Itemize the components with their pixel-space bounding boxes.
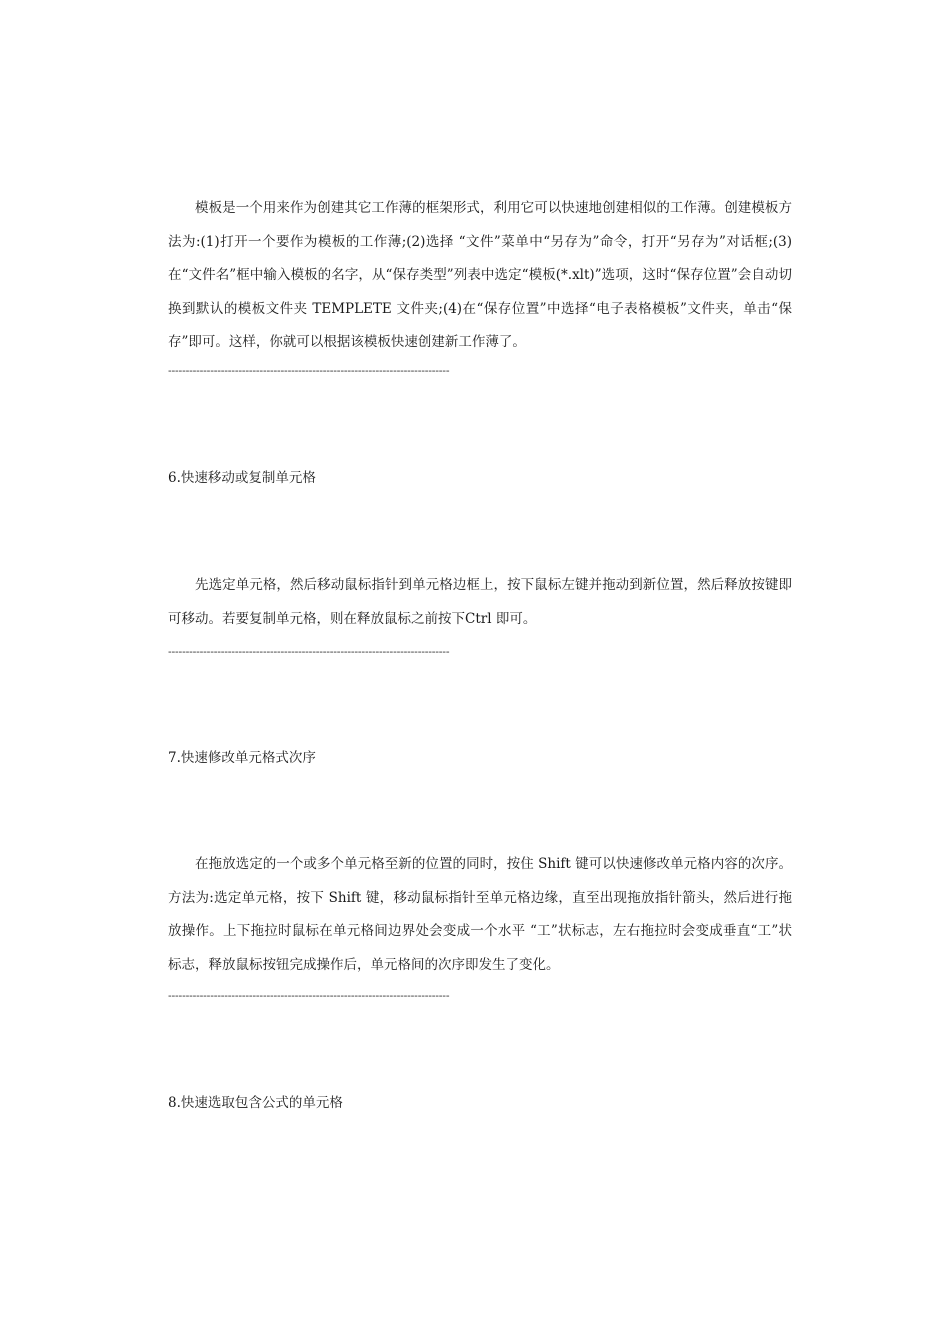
section-separator: -------------------------------------------------------------------------------- [168,645,450,658]
heading-modify-cell-order: 7.快速修改单元格式次序 [168,750,316,766]
heading-select-formula-cells: 8.快速选取包含公式的单元格 [168,1095,343,1111]
move-copy-paragraph: 先选定单元格，然后移动鼠标指针到单元格边框上，按下鼠标左键并拖动到新位置，然后释放按键即可移动。若要复制单元格，则在释放鼠标之前按下Ctrl 即可。 [168,577,792,627]
section-separator: -------------------------------------------------------------------------------- [168,364,450,377]
template-paragraph: 模板是一个用来作为创建其它工作薄的框架形式，利用它可以快速地创建相似的工作薄。创建模板方法为:(1)打开一个要作为模板的工作薄;(2)选择 “文件”菜单中“另存为”命令，打开“另存为”对话框;(3)在“文件名”框中输入模板的名字，从“保存类型”列表中选定“模板(*.xlt)”选项，这时“保存位置”会自动切换到默认的模板文件夹 TEMPLETE 文件夹;(4)在“保存位置”中选择“电子表格模板”文件夹，单击“保存”即可。这样，你就可以根据该模板快速创建新工作薄了。 [168,200,792,350]
heading-move-copy-cells: 6.快速移动或复制单元格 [168,470,316,486]
section-separator: -------------------------------------------------------------------------------- [168,989,450,1002]
modify-order-paragraph: 在拖放选定的一个或多个单元格至新的位置的同时，按住 Shift 键可以快速修改单元格内容的次序。方法为:选定单元格，按下 Shift 键，移动鼠标指针至单元格边缘，直至出现拖放指针箭头，然后进行拖放操作。上下拖拉时鼠标在单元格间边界处会变成一个水平 “工”状标志，左右拖拉时会变成垂直“工”状标志，释放鼠标按钮完成操作后，单元格间的次序即发生了变化。 [168,856,792,973]
